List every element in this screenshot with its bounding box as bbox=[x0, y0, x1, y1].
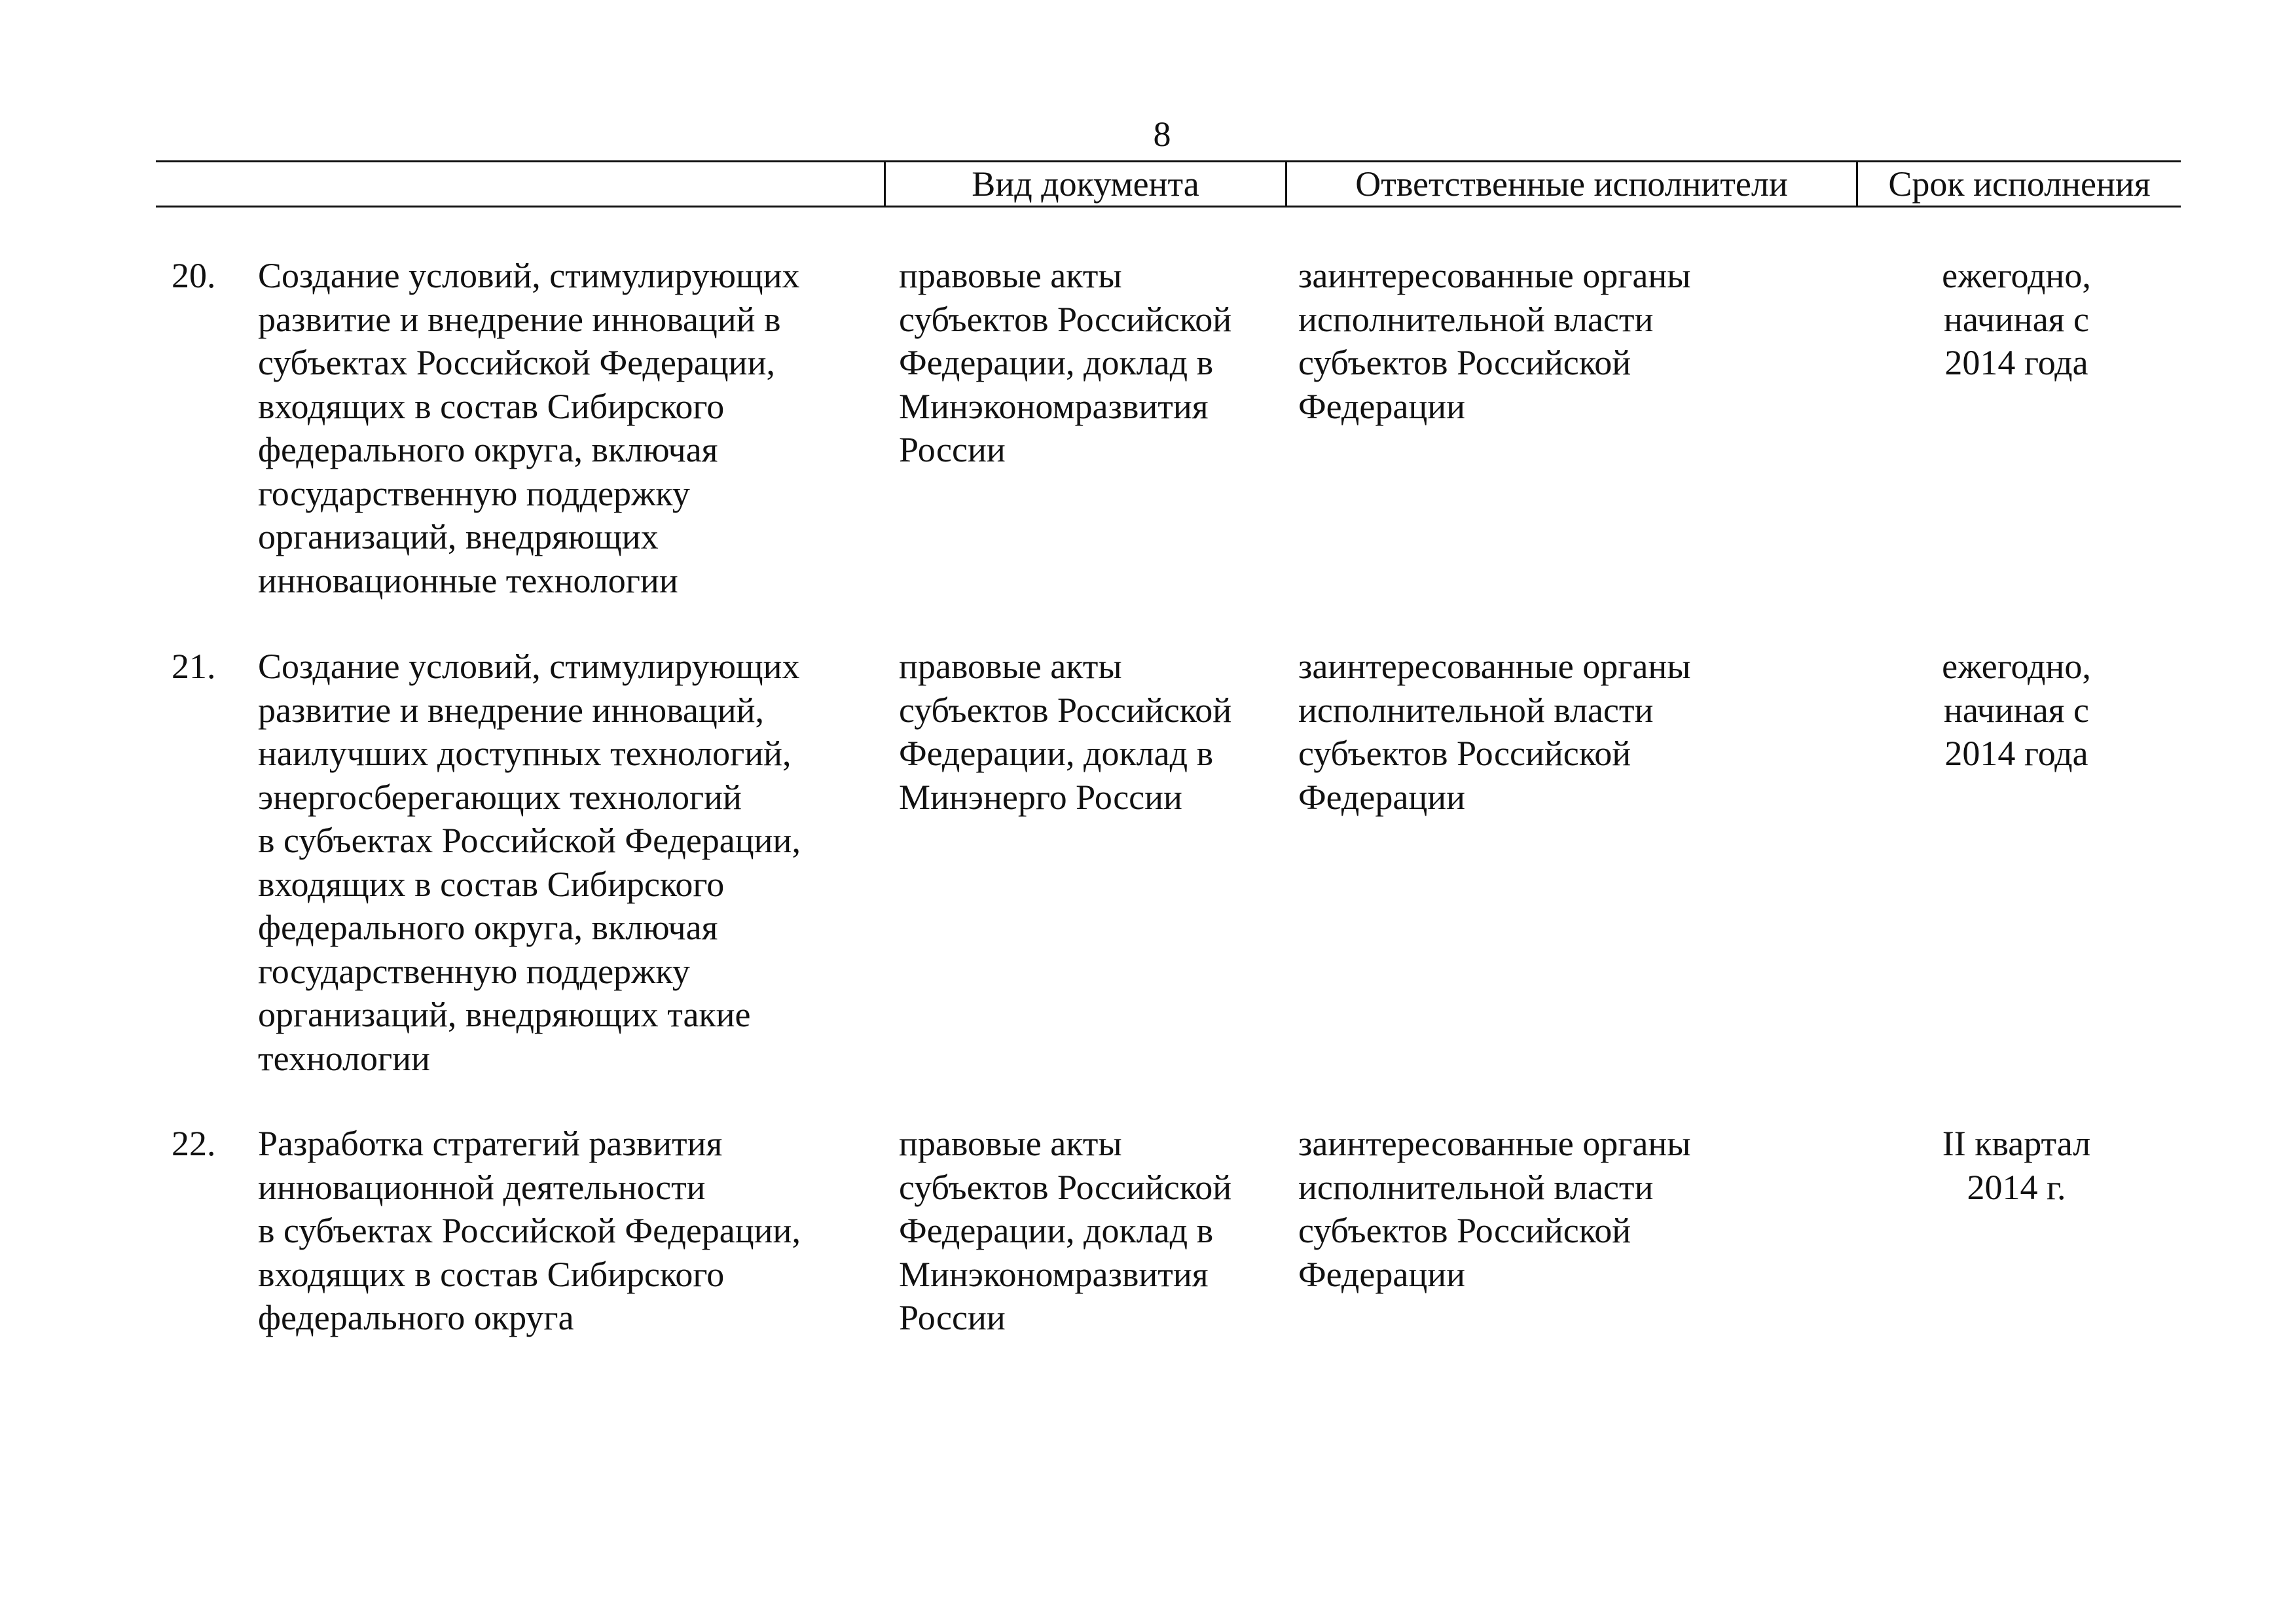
text-line: правовые акты bbox=[899, 1124, 1122, 1163]
doc-type bbox=[899, 254, 1285, 472]
text-line: заинтересованные органы bbox=[1298, 647, 1691, 686]
page-number: 8 bbox=[1153, 115, 1171, 154]
text-line: России bbox=[899, 430, 1006, 469]
text-line: входящих в состав Сибирского bbox=[258, 386, 725, 426]
text-line: Федерации, доклад в bbox=[899, 734, 1214, 773]
text-line: Федерации bbox=[1298, 1254, 1466, 1294]
text-line: исполнительной власти bbox=[1298, 1167, 1654, 1207]
text-line: субъектов Российской bbox=[1298, 734, 1631, 773]
text-line: Федерации, доклад в bbox=[899, 1211, 1214, 1250]
text-line: Минэкономразвития bbox=[899, 386, 1209, 426]
row-number: 21. bbox=[172, 647, 216, 686]
term bbox=[1859, 254, 2174, 385]
text-line: Минэнерго России bbox=[899, 777, 1182, 817]
text-line: Минэкономразвития bbox=[899, 1254, 1209, 1294]
text-line: энергосберегающих технологий bbox=[258, 777, 742, 817]
text-line: Федерации, доклад в bbox=[899, 343, 1214, 382]
text-line: исполнительной власти bbox=[1298, 299, 1654, 339]
text-line: субъектах Российской Федерации, bbox=[258, 343, 775, 382]
text-line: субъектов Российской bbox=[899, 1167, 1232, 1207]
text-line: ежегодно, bbox=[1942, 256, 2091, 295]
text-line: в субъектах Российской Федерации, bbox=[258, 821, 801, 860]
text-line: начиная с bbox=[1944, 299, 2089, 339]
header-term: Срок исполнения bbox=[1856, 162, 2181, 206]
header-executors: Ответственные исполнители bbox=[1285, 162, 1856, 206]
text-line: 2014 года bbox=[1944, 343, 2088, 382]
text-line: организаций, внедряющих такие bbox=[258, 995, 751, 1034]
doc-type bbox=[899, 645, 1285, 819]
text-line: организаций, внедряющих bbox=[258, 517, 659, 556]
text-line: технологии bbox=[258, 1038, 430, 1078]
text-line: входящих в состав Сибирского bbox=[258, 864, 725, 904]
executors bbox=[1298, 1122, 1750, 1296]
text-line: Создание условий, стимулирующих bbox=[258, 647, 800, 686]
text-line: государственную поддержку bbox=[258, 473, 690, 513]
text-line: России bbox=[899, 1298, 1006, 1337]
term bbox=[1859, 1122, 2174, 1209]
executors bbox=[1298, 254, 1750, 428]
text-line: федерального округа, включая bbox=[258, 908, 718, 947]
text-line: в субъектах Российской Федерации, bbox=[258, 1211, 801, 1250]
text-line: 2014 года bbox=[1944, 734, 2088, 773]
text-line: заинтересованные органы bbox=[1298, 1124, 1691, 1163]
header-doc-type: Вид документа bbox=[884, 162, 1285, 206]
text-line: субъектов Российской bbox=[1298, 343, 1631, 382]
text-line: Федерации bbox=[1298, 777, 1466, 817]
text-line: федерального округа bbox=[258, 1298, 574, 1337]
row-number: 22. bbox=[172, 1124, 216, 1163]
text-line: субъектов Российской bbox=[899, 299, 1232, 339]
text-line: наилучших доступных технологий, bbox=[258, 734, 792, 773]
measure-name bbox=[258, 645, 867, 1080]
text-line: инновационной деятельности bbox=[258, 1167, 706, 1207]
text-line: II квартал bbox=[1942, 1124, 2091, 1163]
text-line: развитие и внедрение инноваций в bbox=[258, 299, 781, 339]
text-line: входящих в состав Сибирского bbox=[258, 1254, 725, 1294]
text-line: ежегодно, bbox=[1942, 647, 2091, 686]
executors bbox=[1298, 645, 1750, 819]
text-line: федерального округа, включая bbox=[258, 430, 718, 469]
text-line: начиная с bbox=[1944, 690, 2089, 730]
text-line: исполнительной власти bbox=[1298, 690, 1654, 730]
measure-name bbox=[258, 1122, 867, 1340]
text-line: субъектов Российской bbox=[899, 690, 1232, 730]
text-line: государственную поддержку bbox=[258, 951, 690, 991]
table-header bbox=[156, 160, 2181, 207]
text-line: 2014 г. bbox=[1967, 1167, 2066, 1207]
text-line: правовые акты bbox=[899, 256, 1122, 295]
row-number: 20. bbox=[172, 256, 216, 295]
text-line: субъектов Российской bbox=[1298, 1211, 1631, 1250]
term bbox=[1859, 645, 2174, 776]
text-line: развитие и внедрение инноваций, bbox=[258, 690, 765, 730]
doc-type bbox=[899, 1122, 1285, 1340]
text-line: Федерации bbox=[1298, 386, 1466, 426]
text-line: Создание условий, стимулирующих bbox=[258, 256, 800, 295]
text-line: заинтересованные органы bbox=[1298, 256, 1691, 295]
text-line: Разработка стратегий развития bbox=[258, 1124, 723, 1163]
text-line: правовые акты bbox=[899, 647, 1122, 686]
text-line: инновационные технологии bbox=[258, 560, 678, 600]
measure-name bbox=[258, 254, 867, 602]
